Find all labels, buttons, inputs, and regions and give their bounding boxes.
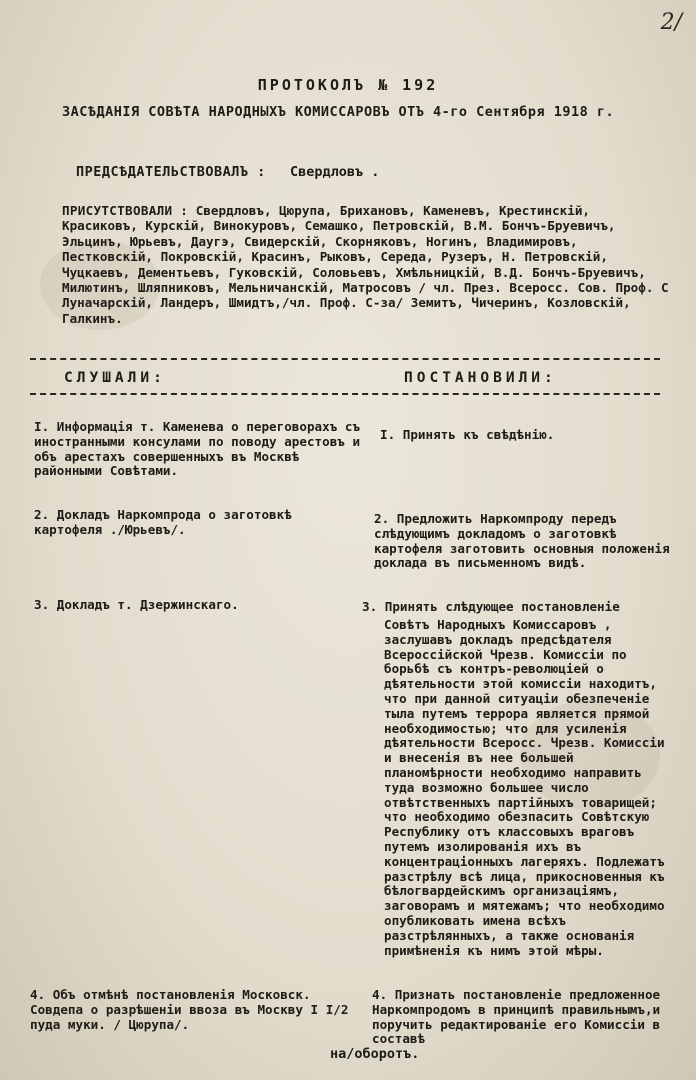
page-number: 2/ — [660, 10, 682, 35]
attendees-list: Свердловъ, Цюрупа, Брихановъ, Каменевъ, Крестинскій, Красиковъ, Курскій, Винокуровъ, Семашко, Петровскій, В.М. Бончъ-Бруевичъ, Эльцинъ, Юрьевъ, Даугэ, Свидерскій, Скорняковъ, Ногинъ, Владимировъ, Пестковскій, Покровскій, Красинъ, Рыковъ, Середа, Рузеръ, Н. Петровскій, Чуцкаевъ, Дементьевъ, Гуковскій, Соловьевъ, Хмѣльницкій, В.Д. Бончъ-Бруевичъ, Милютинъ, Шляпниковъ, Мельничанскій, Матросовъ / чл. През. Всеросс. Сов. Проф. С Луначарскій, Ландеръ, Шмидтъ,/чл. Проф. С-за/ Земитъ, Чичеринъ, Козловскій, Галкинъ. — [62, 203, 669, 326]
heard-header: СЛУШАЛИ: — [64, 370, 166, 386]
heard-item-1: I. Информація т. Каменева о переговорахъ съ иностранными консулами по поводу арестовъ и объ арестахъ совершенныхъ въ Москвѣ районными Совѣтами. — [34, 419, 361, 479]
heard-item-4: 4. Объ отмѣнѣ постановленія Московск. Совдепа о разрѣшеніи ввоза въ Москву I I/2 пуда муки. / Цюрупа/. — [30, 987, 349, 1032]
protocol-subtitle: ЗАСѢДАНІЯ СОВѢТА НАРОДНЫХЪ КОМИССАРОВЪ ОТЪ 4-го Сентября 1918 г. — [62, 104, 615, 120]
dashed-divider — [30, 358, 660, 360]
page-turn-note: на/оборотъ. — [330, 1046, 420, 1062]
resolved-item-1: I. Принять къ свѣдѣнію. — [380, 427, 555, 442]
chair-label: ПРЕДСѢДАТЕЛЬСТВОВАЛЪ : — [76, 164, 266, 180]
dashed-divider — [30, 393, 660, 395]
resolved-item-3-body: Совѣтъ Народныхъ Комиссаровъ , заслушавъ докладъ предсѣдателя Всероссійской Чрезв. Комиссіи по борьбѣ съ контръ-революціей о дѣятельности этой комиссіи находитъ, что при данной ситуаціи обезпеченіе тыла путемъ террора является прямой необходимостью; что для усиленія дѣятельности Всеросс. Чрезв. Комиссіи и внесенія въ нее большей планомѣрности необходимо направить туда возможно большее число отвѣтственныхъ партійныхъ товарищей; что необходимо обезпасить Совѣтскую Республику отъ классовыхъ враговъ путемъ изолированія ихъ въ концентраціонныхъ лагеряхъ. Подлежатъ разстрѣлу всѣ лица, прикосновенныя къ бѣлогвардейскимъ организаціямъ, заговорамъ и мятежамъ; что необходимо опубликовать имена всѣхъ разстрѣлянныхъ, а также основанія примѣненія къ нимъ этой мѣры. — [384, 617, 665, 958]
heard-item-3: 3. Докладъ т. Дзержинскаго. — [34, 597, 239, 612]
heard-item-2: 2. Докладъ Наркомпрода о заготовкѣ картофеля ./Юрьевъ/. — [34, 507, 292, 537]
protocol-title: ПРОТОКОЛЪ № 192 — [257, 76, 439, 94]
chair-name: Свердловъ . — [290, 164, 380, 180]
attendees-label: ПРИСУТСТВОВАЛИ : — [62, 203, 189, 218]
resolved-header: ПОСТАНОВИЛИ: — [404, 370, 557, 386]
resolved-item-4: 4. Признать постановленіе предложенное Наркомпродомъ в принципѣ правильнымъ,и поручить редактированіе его Комиссіи в составѣ — [372, 987, 661, 1047]
attendees-block — [62, 203, 672, 326]
resolved-item-3: 3. Принять слѣдующее постановленіе — [362, 599, 620, 614]
resolved-item-2: 2. Предложить Наркомпроду передъ слѣдующимъ докладомъ о заготовкѣ картофеля заготовить основныя положенія доклада въ письменномъ видѣ. — [374, 511, 670, 571]
